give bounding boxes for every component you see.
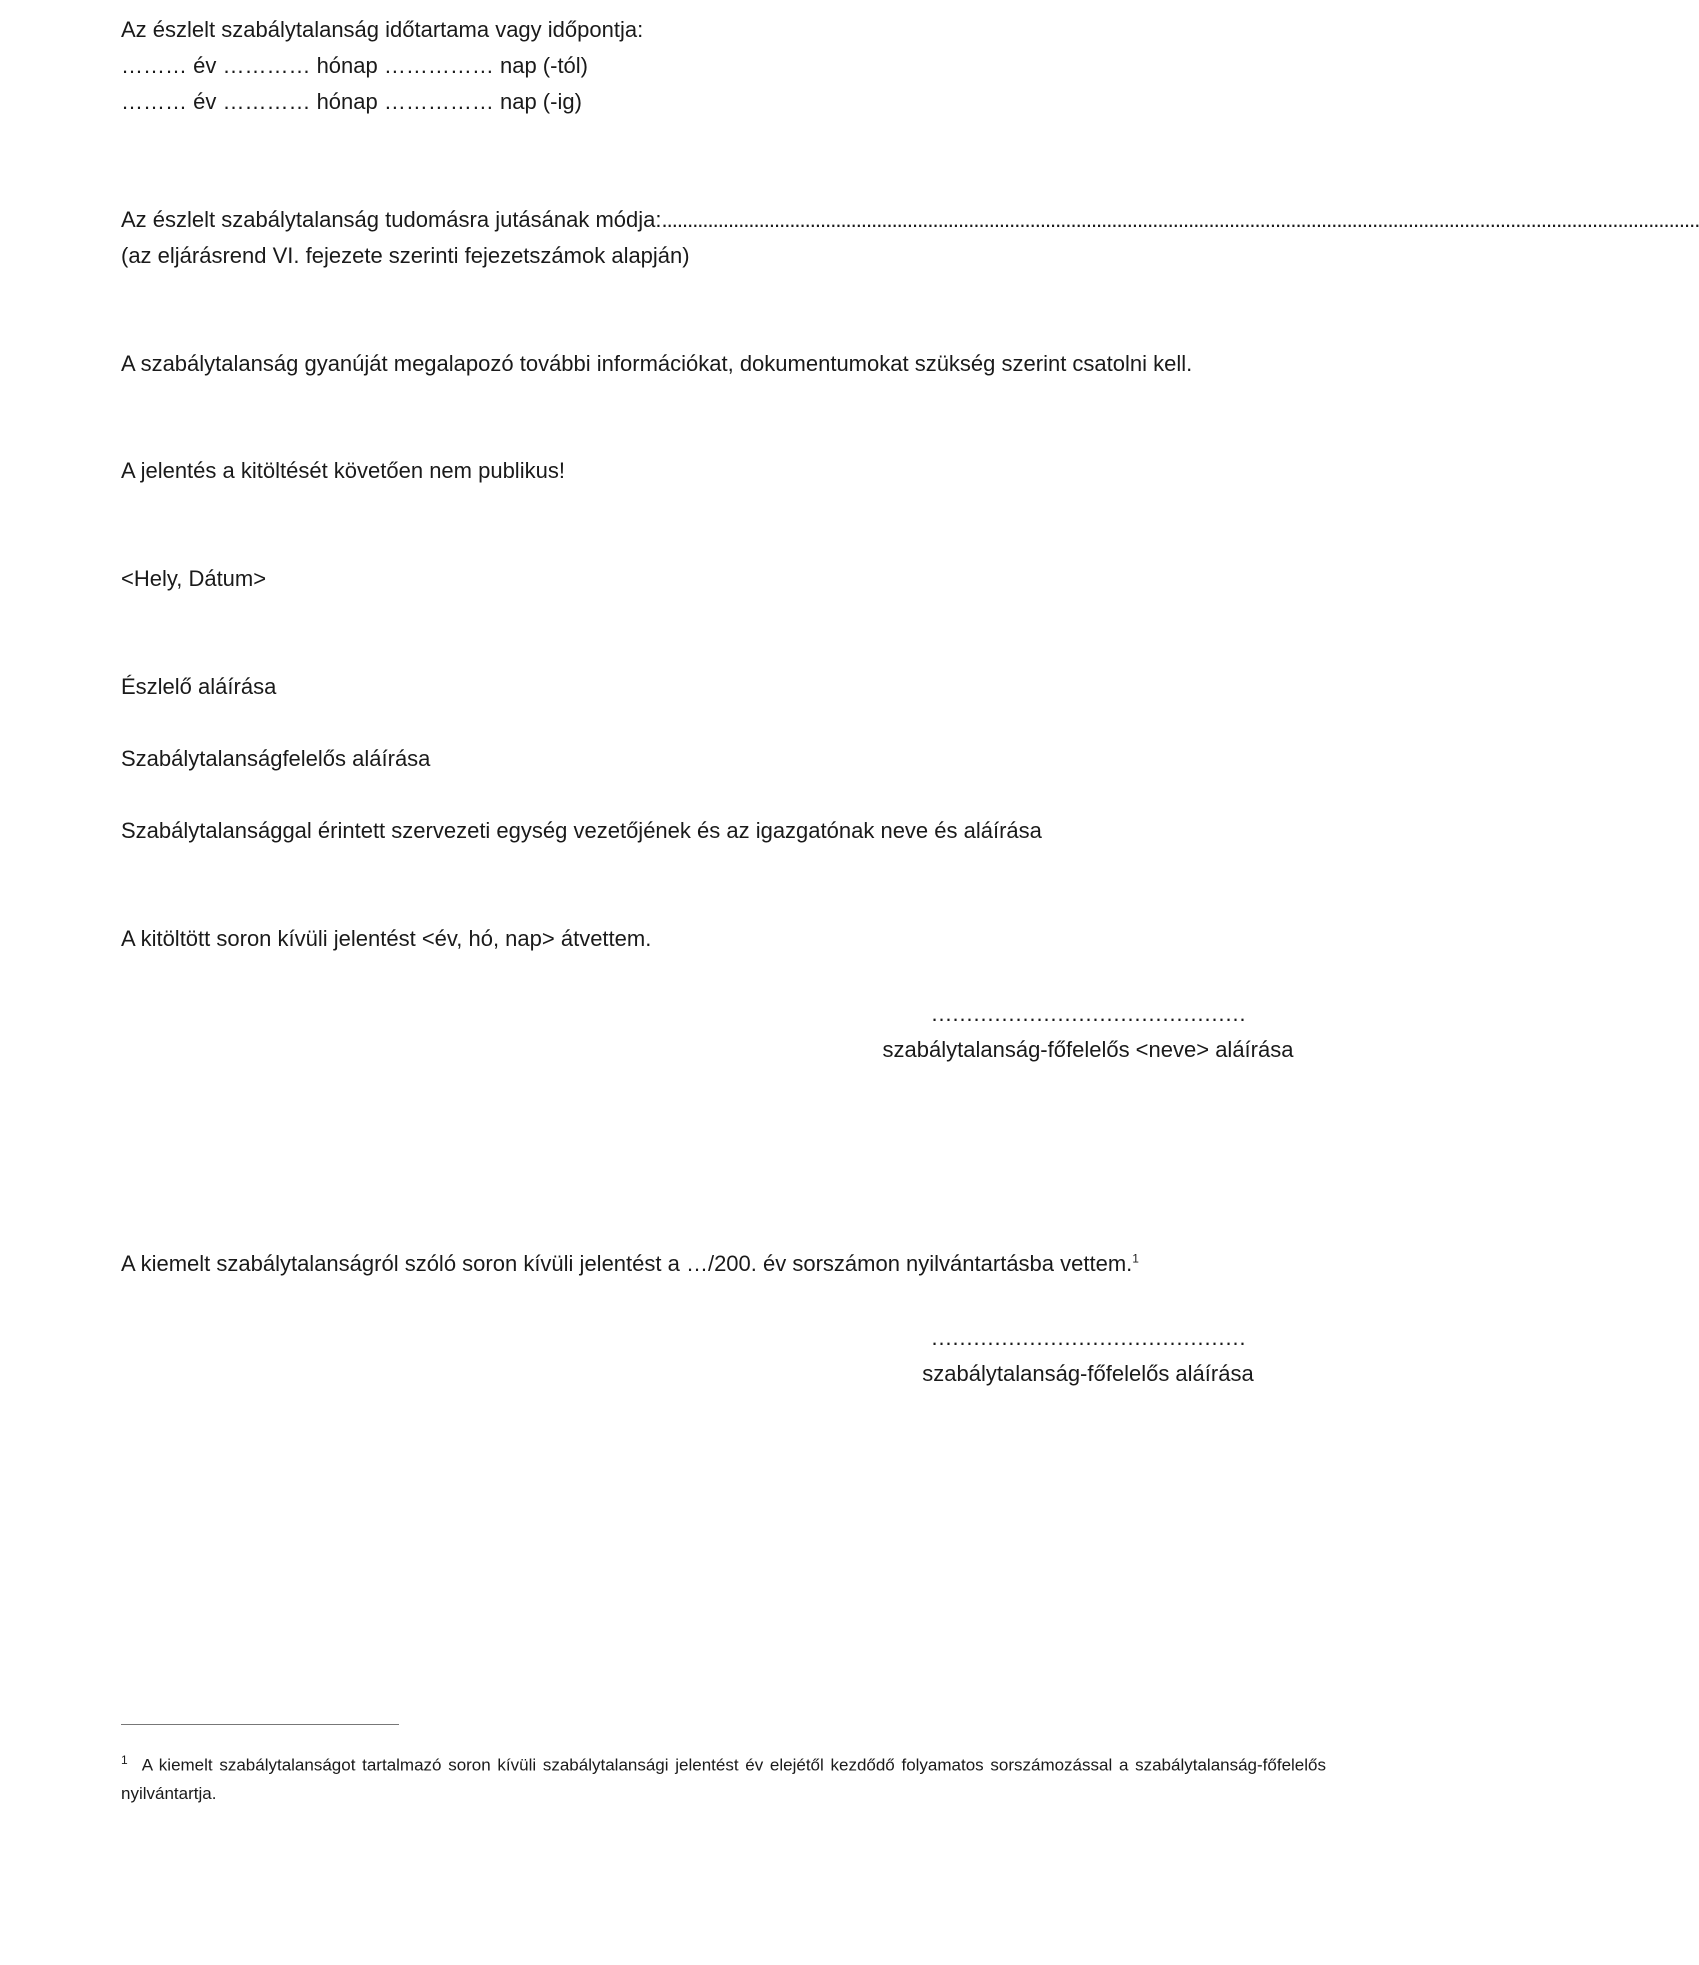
footnote-text: A kiemelt szabálytalanságot tartalmazó soron kívüli szabálytalansági jelentést év elejétől kezdődő folyamatos sorszámozással a szabálytalanság-főfelelős nyilvántartja. <box>121 1755 1326 1803</box>
discovery-note: (az eljárásrend VI. fejezete szerinti fejezetszámok alapján) <box>121 243 690 268</box>
attach-note: A szabálytalanság gyanúját megalapozó további információkat, dokumentumokat szükség szerint csatolni kell. <box>121 351 1193 376</box>
receipt-signature-dots: ……………………………………… <box>930 1001 1246 1026</box>
officer-signature-label: Szabálytalanságfelelős aláírása <box>121 746 431 771</box>
receipt-text: A kitöltött soron kívüli jelentést <év, hó, nap> átvettem. <box>121 926 652 951</box>
discovery-label: Az észlelt szabálytalanság tudomásra jutásának módja: <box>121 207 662 232</box>
registration-signature-dots: ……………………………………… <box>930 1325 1246 1350</box>
discovery-line <box>121 202 1699 238</box>
discovery-dots: ........................................................................................................................................................................................................... <box>661 207 1699 232</box>
observer-signature-label: Észlelő aláírása <box>121 674 277 699</box>
receipt-signature-caption: szabálytalanság-főfelelős <neve> aláírása <box>882 1037 1294 1062</box>
registration-signature-block <box>873 1320 1303 1392</box>
registration-line <box>121 1246 1139 1282</box>
footnote-reference: 1 <box>1132 1251 1139 1266</box>
nonpublic-note: A jelentés a kitöltését követően nem publikus! <box>121 458 565 483</box>
place-date: <Hely, Dátum> <box>121 566 267 591</box>
registration-text: A kiemelt szabálytalanságról szóló soron kívüli jelentést a …/200. év sorszámon nyilvántartásba vettem. <box>121 1251 1133 1276</box>
footnote-marker: 1 <box>121 1753 128 1767</box>
period-to-line: ……… év ………… hónap …………… nap (-ig) <box>121 89 582 114</box>
footnote-divider <box>121 1724 399 1725</box>
registration-signature-caption: szabálytalanság-főfelelős aláírása <box>922 1361 1254 1386</box>
receipt-signature-block <box>873 996 1303 1068</box>
footnote <box>121 1746 1326 1808</box>
period-heading: Az észlelt szabálytalanság időtartama vagy időpontja: <box>121 17 644 42</box>
unit-head-signature-label: Szabálytalansággal érintett szervezeti egység vezetőjének és az igazgatónak neve és aláírása <box>121 818 1042 843</box>
period-from-line: ……… év ………… hónap …………… nap (-tól) <box>121 53 589 78</box>
